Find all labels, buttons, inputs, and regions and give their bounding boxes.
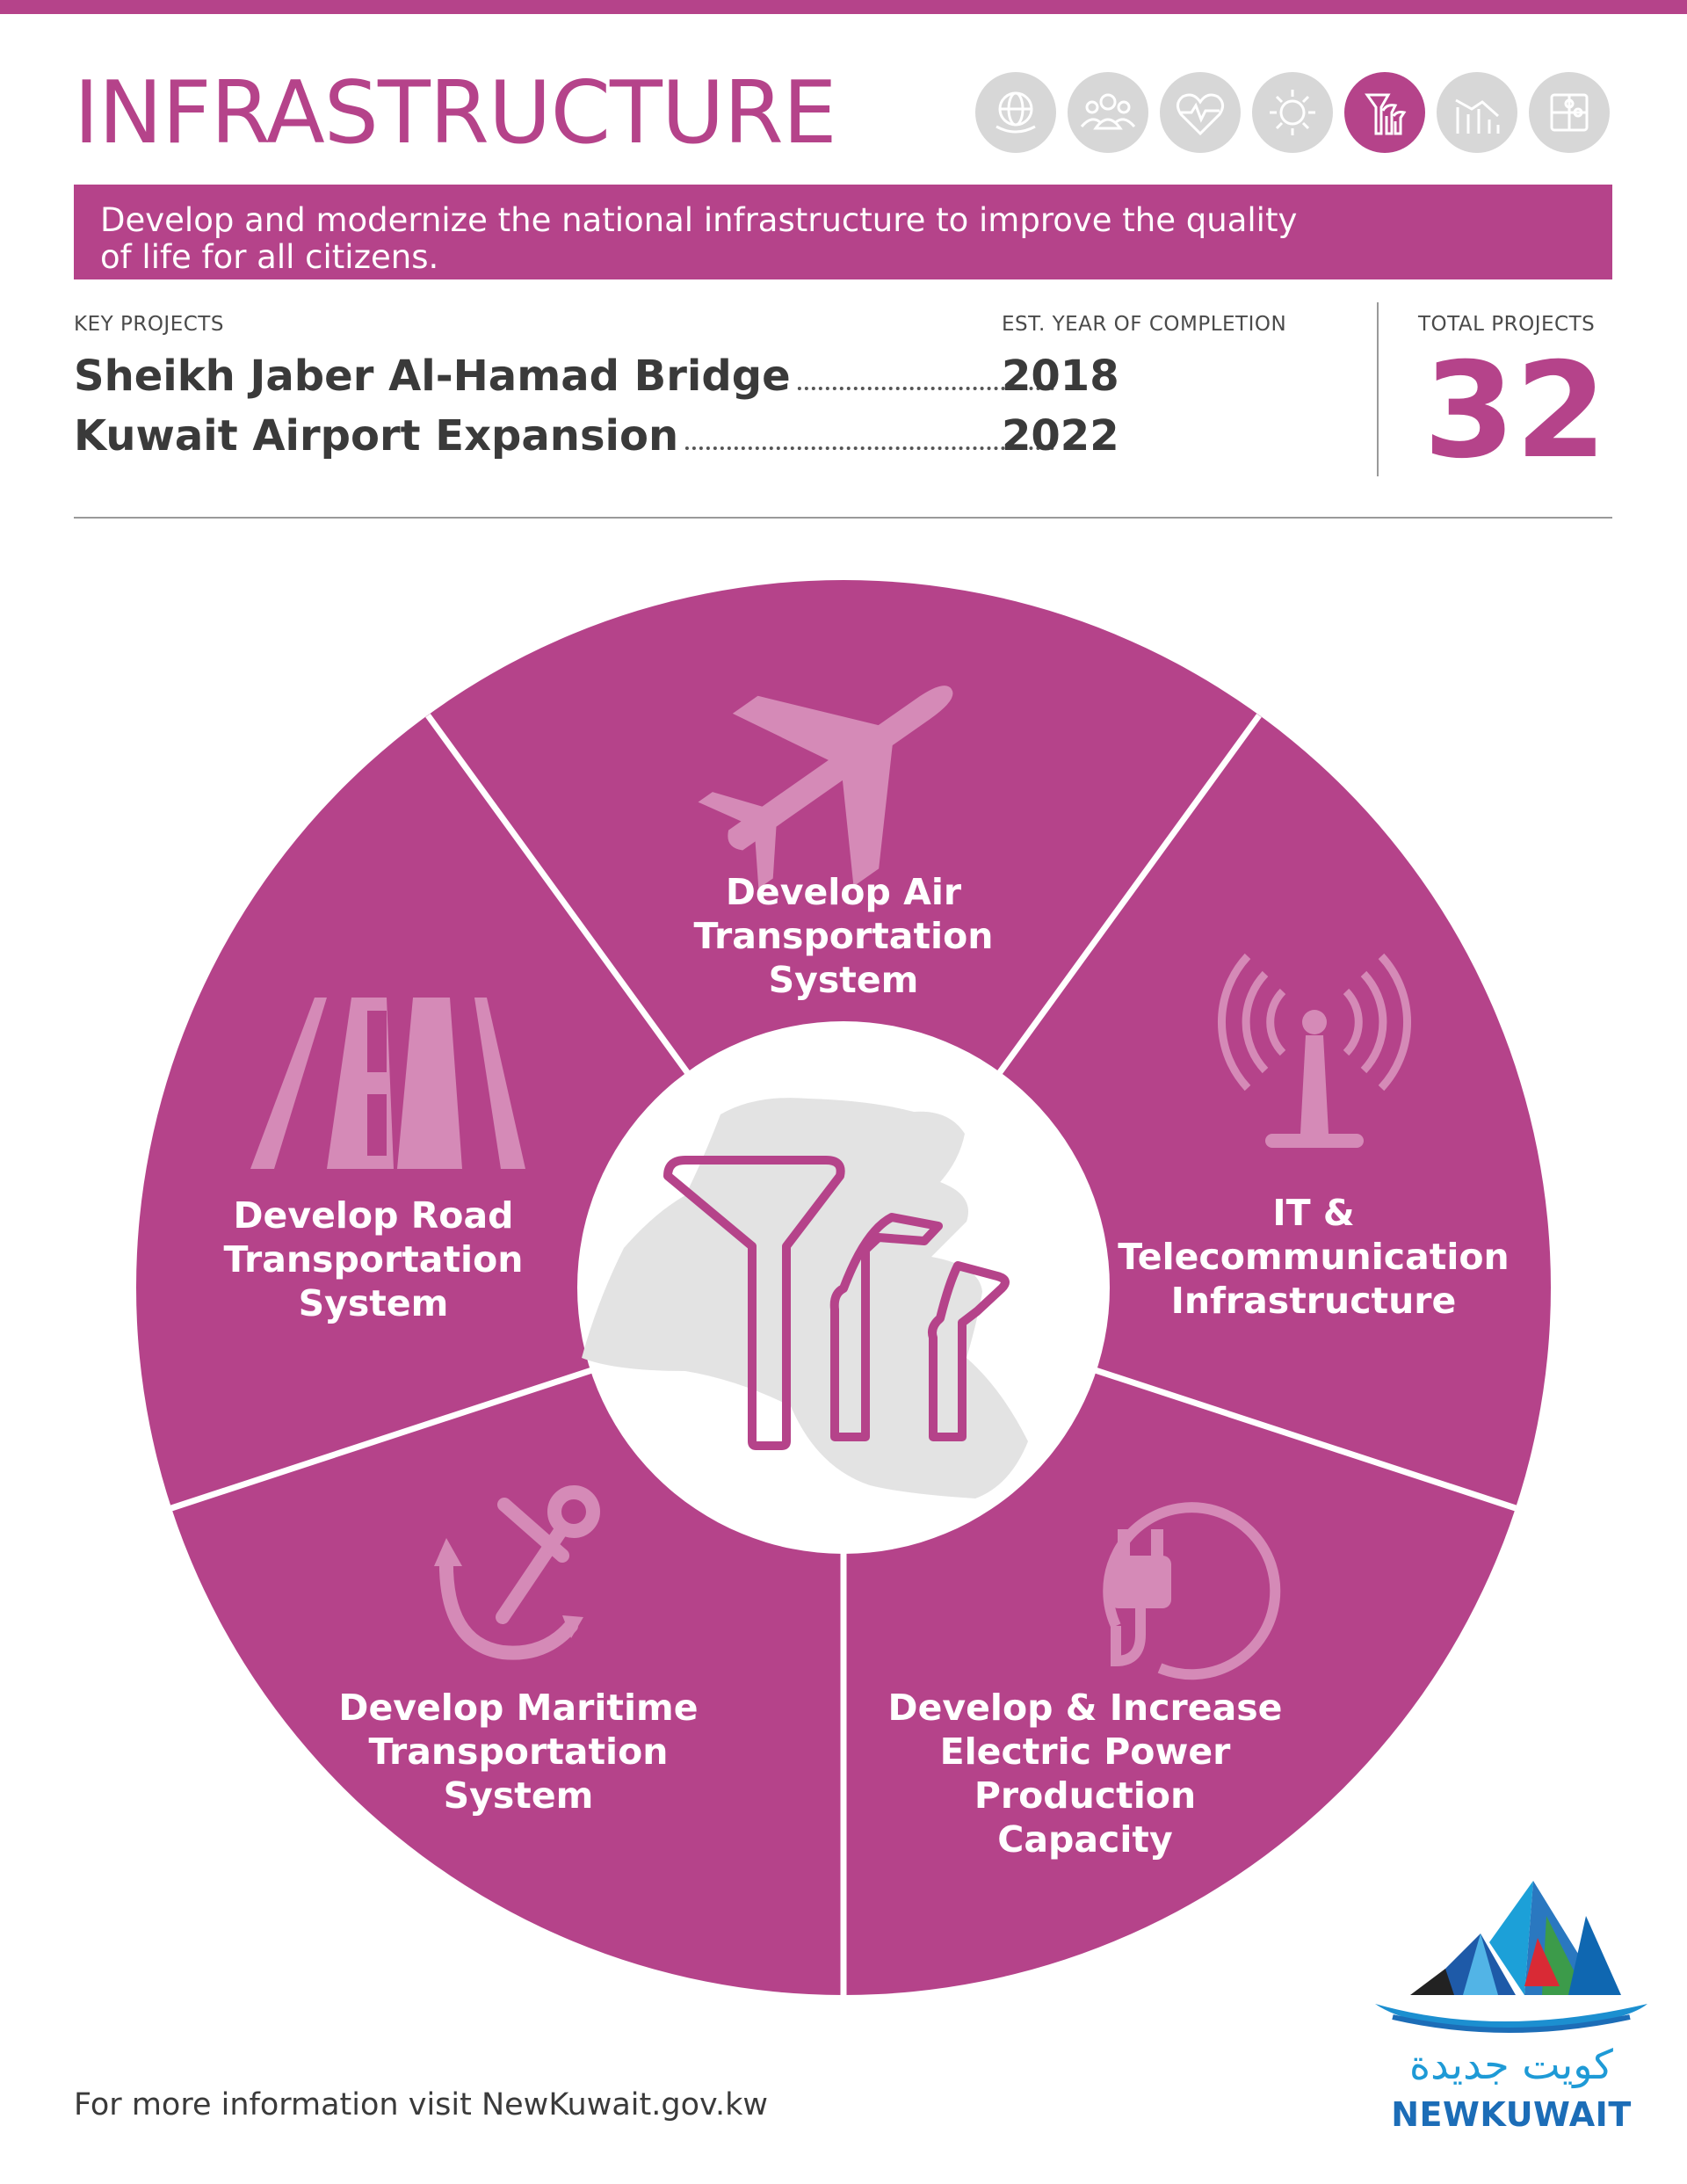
segment-label-air: Develop Air Transportation System [693, 871, 994, 1001]
logo-arabic-text: كويت جديدة [1409, 2041, 1613, 2088]
footer-text: For more information visit NewKuwait.gov.kw [74, 2087, 768, 2122]
year-label: EST. YEAR OF COMPLETION [1002, 313, 1287, 336]
project-year: 2022 [1002, 411, 1119, 461]
total-projects-count: 32 [1423, 335, 1607, 488]
segment-label-road: Develop Road Transportation System [223, 1194, 524, 1324]
total-projects-label: TOTAL PROJECTS [1418, 313, 1596, 336]
project-name: Kuwait Airport Expansion [74, 410, 684, 462]
project-name: Sheikh Jaber Al-Hamad Bridge [74, 350, 796, 403]
project-year: 2018 [1002, 352, 1119, 401]
newkuwait-logo-icon [1358, 1863, 1656, 2048]
mission-text: Develop and modernize the national infrastructure to improve the quality of life for all citizens. [100, 201, 1298, 276]
segment-label-maritime: Develop Maritime Transportation System [338, 1687, 699, 1817]
segment-label-it: IT & Telecommunication Infrastructure [1118, 1192, 1510, 1322]
segment-label-power: Develop & Increase Electric Power Production Capacity [887, 1687, 1283, 1861]
page-title: INFRASTRUCTURE [74, 63, 836, 163]
logo-english-text: NEWKUWAIT [1391, 2095, 1632, 2134]
key-projects-label: KEY PROJECTS [74, 313, 224, 336]
